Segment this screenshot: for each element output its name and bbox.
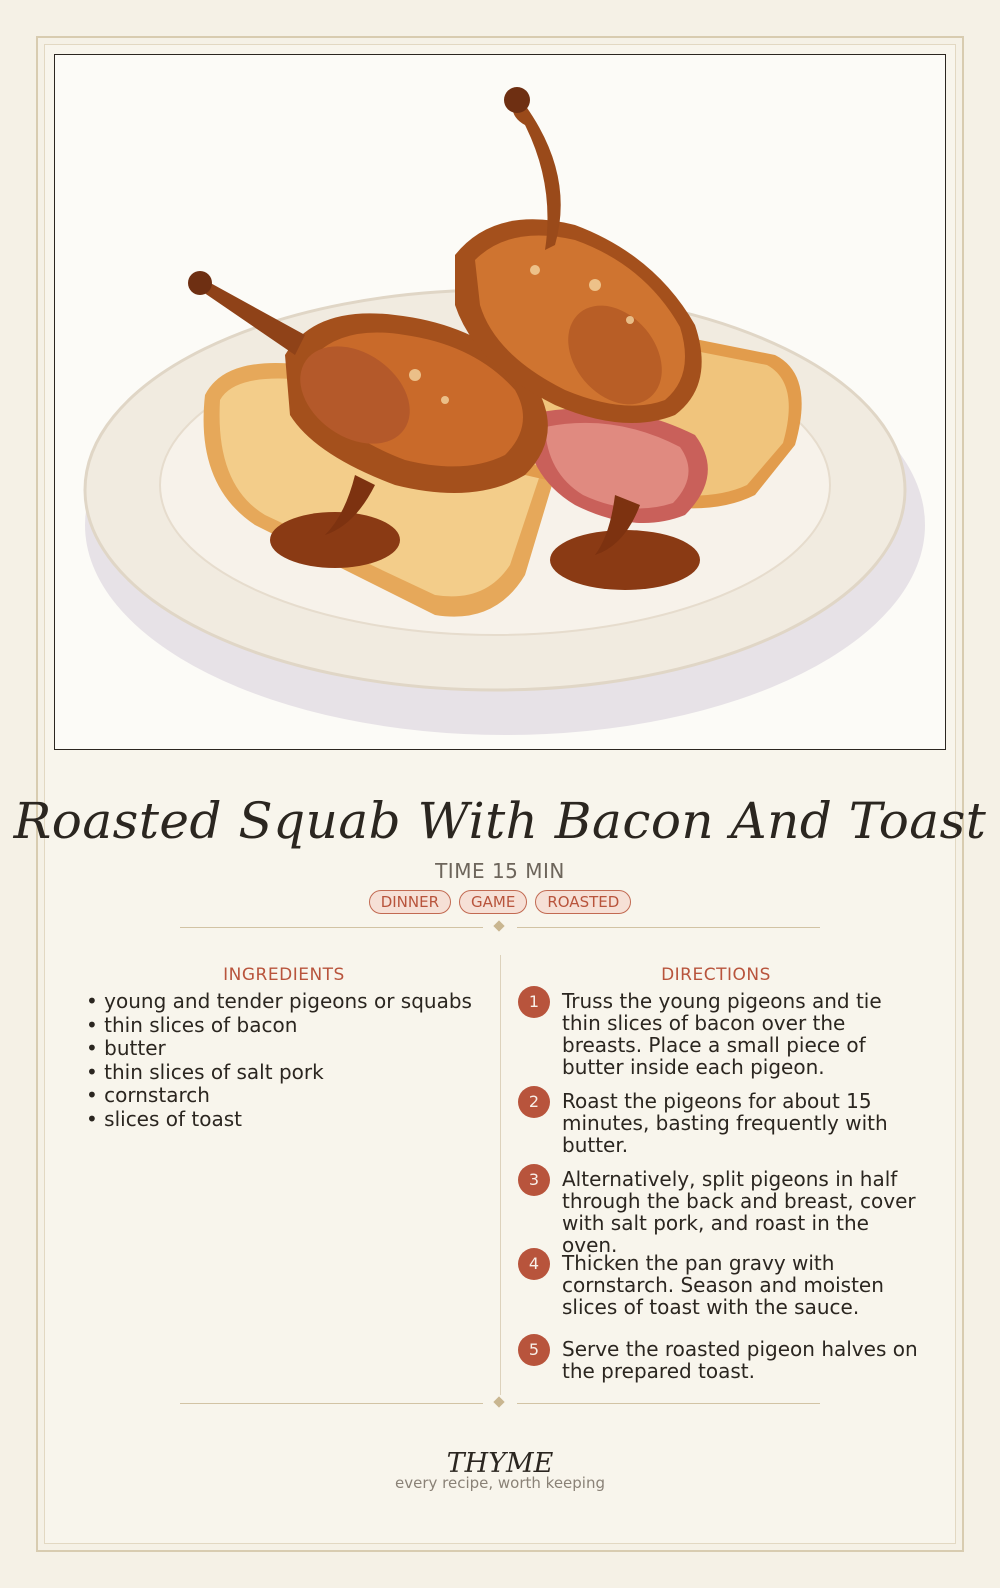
ingredient-item: • young and tender pigeons or squabs [86,990,486,1014]
roasted-squab-illustration [55,55,946,750]
direction-step [518,990,918,1078]
column-divider [500,955,501,1395]
direction-step [518,1090,918,1168]
step-text: Serve the roasted pigeon halves on the prepared toast. [562,1337,918,1383]
tag-game[interactable]: GAME [459,890,527,914]
step-text: Thicken the pan gravy with cornstarch. Season and moisten slices of toast with the sauce. [562,1251,884,1319]
step-number-badge: 3 [518,1164,550,1196]
brand-tagline: every recipe, worth keeping [394,1474,605,1492]
step-number-badge: 1 [518,986,550,1018]
diamond-ornament-icon [493,920,504,931]
ingredients-list [86,990,486,1131]
recipe-title: Roasted Squab With Bacon And Toast [13,792,987,850]
directions-heading: DIRECTIONS [661,965,771,985]
step-text: Alternatively, split pigeons in half through the back and breast, cover with salt pork, and roast in the oven. [562,1167,916,1257]
tag-roasted[interactable]: ROASTED [535,890,631,914]
ingredient-item: • butter [86,1037,486,1061]
step-number-badge: 2 [518,1086,550,1118]
step-text: Roast the pigeons for about 15 minutes, basting frequently with butter. [562,1089,888,1157]
brand-logo: THYME [446,1448,554,1479]
recipe-photo [54,54,946,750]
ingredient-item: • slices of toast [86,1108,486,1132]
direction-step [518,1338,918,1386]
bottom-divider [180,1396,820,1410]
top-divider [180,920,820,934]
ingredients-heading: INGREDIENTS [223,965,345,985]
step-text: Truss the young pigeons and tie thin slices of bacon over the breasts. Place a small piece of butter inside each pigeon. [562,989,882,1079]
ingredient-item: • thin slices of bacon [86,1014,486,1038]
step-number-badge: 5 [518,1334,550,1366]
tag-list [0,890,1000,914]
ingredient-item: • cornstarch [86,1084,486,1108]
step-number-badge: 4 [518,1248,550,1280]
directions-list [518,990,918,1386]
recipe-time: TIME 15 MIN [435,859,565,883]
diamond-ornament-icon [493,1396,504,1407]
direction-step [518,1252,918,1326]
direction-step [518,1167,918,1257]
tag-dinner[interactable]: DINNER [369,890,451,914]
ingredient-item: • thin slices of salt pork [86,1061,486,1085]
